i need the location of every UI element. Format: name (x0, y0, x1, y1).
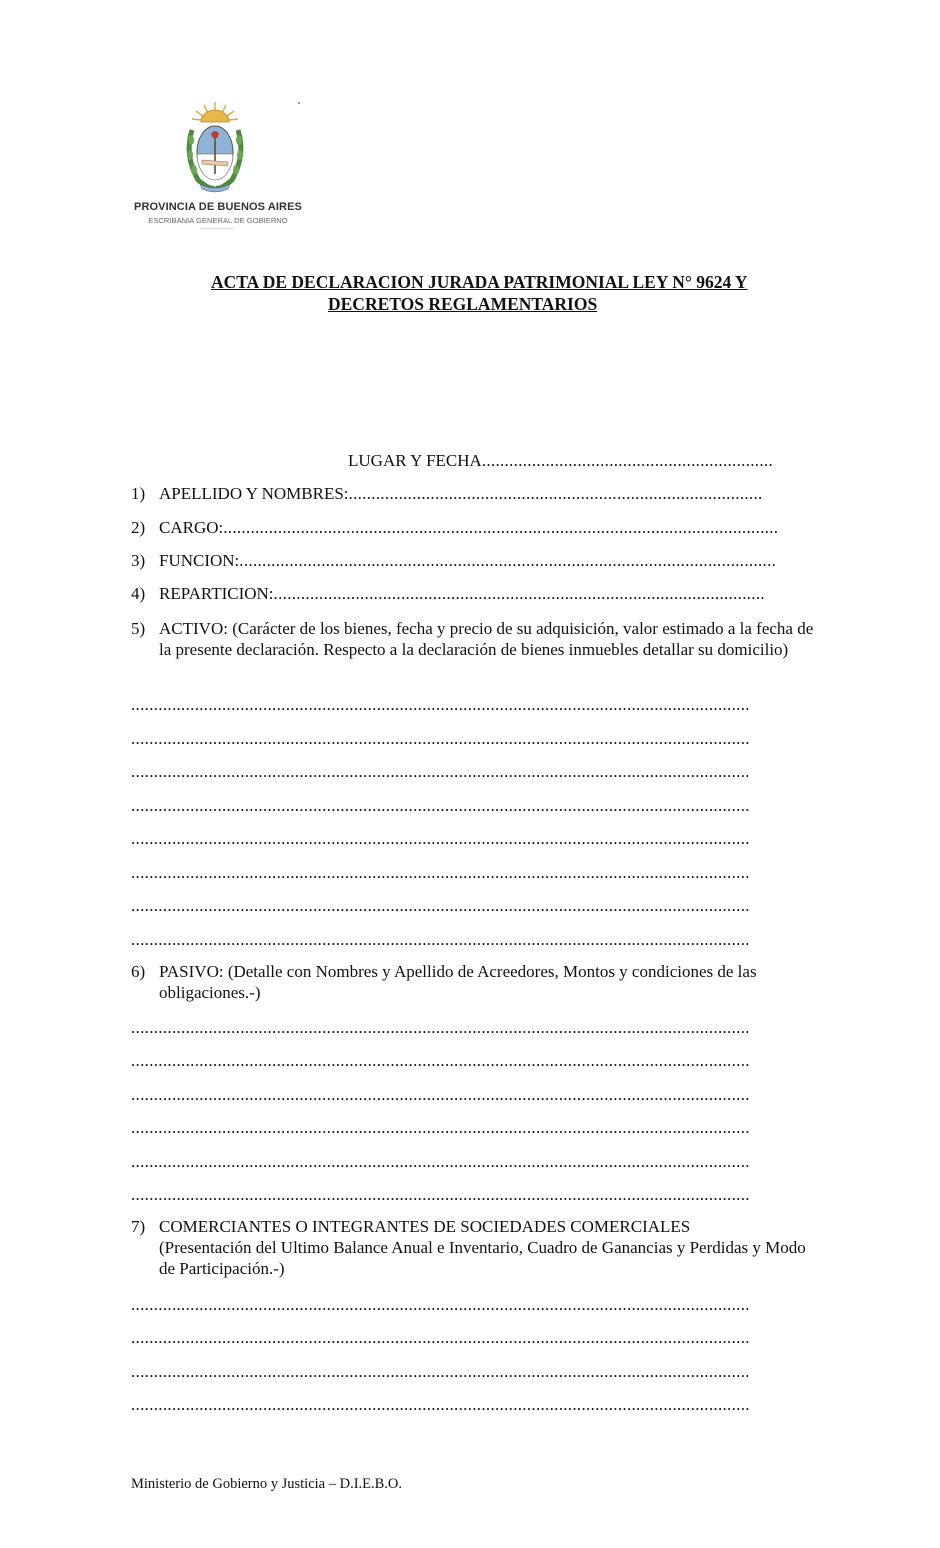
name-label: APELLIDO Y NOMBRES: (159, 484, 349, 503)
funcion-label: FUNCION: (159, 551, 240, 570)
pasivo-line[interactable]: ........................................................................................................................................ (131, 1185, 750, 1204)
comerciantes-heading: COMERCIANTES O INTEGRANTES DE SOCIEDADES COMERCIALES (159, 1217, 691, 1236)
activo-description: ACTIVO: (Carácter de los bienes, fecha y precio de su adquisición, valor estimado a la fecha de la presente declaración. Respecto a la declaración de bienes inmuebles detallar su domicilio) (159, 619, 814, 659)
activo-line[interactable]: ........................................................................................................................................ (131, 762, 750, 781)
coat-of-arms-icon (180, 100, 250, 195)
funcion-dots: ...................................................................................................................... (239, 551, 777, 570)
item-4-number: 4) (131, 584, 146, 603)
pasivo-line[interactable]: ........................................................................................................................................ (131, 1051, 750, 1070)
place-date-field[interactable] (348, 450, 773, 471)
activo-line[interactable]: ........................................................................................................................................ (131, 863, 750, 882)
cargo-field[interactable] (159, 517, 778, 538)
scan-speck (298, 102, 300, 104)
activo-line[interactable]: ........................................................................................................................................ (131, 829, 750, 848)
pasivo-line[interactable]: ........................................................................................................................................ (131, 1118, 750, 1137)
page-title: ACTA DE DECLARACION JURADA PATRIMONIAL LEY N° 9624 Y (211, 272, 748, 292)
cargo-dots: .......................................................................................................................... (223, 518, 779, 537)
activo-line[interactable]: ........................................................................................................................................ (131, 796, 750, 815)
comerciantes-line[interactable]: ........................................................................................................................................ (131, 1328, 750, 1347)
item-5-number: 5) (131, 619, 146, 638)
item-6-number: 6) (131, 962, 146, 981)
funcion-field[interactable] (159, 550, 776, 571)
pasivo-line[interactable]: ........................................................................................................................................ (131, 1085, 750, 1104)
reparticion-label: REPARTICION: (159, 584, 274, 603)
item-3-number: 3) (131, 551, 146, 570)
province-name: PROVINCIA DE BUENOS AIRES (134, 201, 302, 213)
item-2-number: 2) (131, 518, 146, 537)
reparticion-dots: ............................................................................................................ (273, 584, 765, 603)
logo-divider (200, 228, 234, 229)
item-7-number: 7) (131, 1217, 146, 1236)
place-date-dots: ................................................................ (481, 451, 774, 470)
comerciantes-line[interactable]: ........................................................................................................................................ (131, 1395, 750, 1414)
activo-line[interactable]: ........................................................................................................................................ (131, 695, 750, 714)
comerciantes-line[interactable]: ........................................................................................................................................ (131, 1362, 750, 1381)
place-date-label: LUGAR Y FECHA (348, 451, 482, 470)
name-field[interactable] (159, 483, 763, 504)
office-name: ESCRIBANIA GENERAL DE GOBIERNO (148, 216, 288, 225)
item-1-number: 1) (131, 484, 146, 503)
pasivo-description: PASIVO: (Detalle con Nombres y Apellido de Acreedores, Montos y condiciones de las obligaciones.-) (159, 962, 757, 1002)
comerciantes-description: (Presentación del Ultimo Balance Anual e Inventario, Cuadro de Ganancias y Perdidas y Modo de Participación.-) (159, 1238, 806, 1278)
activo-line[interactable]: ........................................................................................................................................ (131, 729, 750, 748)
activo-line[interactable]: ........................................................................................................................................ (131, 930, 750, 949)
reparticion-field[interactable] (159, 583, 765, 604)
pasivo-line[interactable]: ........................................................................................................................................ (131, 1152, 750, 1171)
footer-ministry: Ministerio de Gobierno y Justicia – D.I.E.B.O. (131, 1476, 403, 1492)
pasivo-line[interactable]: ........................................................................................................................................ (131, 1018, 750, 1037)
name-dots: ........................................................................................... (348, 484, 763, 503)
comerciantes-line[interactable]: ........................................................................................................................................ (131, 1295, 750, 1314)
activo-line[interactable]: ........................................................................................................................................ (131, 896, 750, 915)
page-subtitle: DECRETOS REGLAMENTARIOS (328, 294, 598, 314)
province-logo (128, 100, 308, 240)
cargo-label: CARGO: (159, 518, 224, 537)
